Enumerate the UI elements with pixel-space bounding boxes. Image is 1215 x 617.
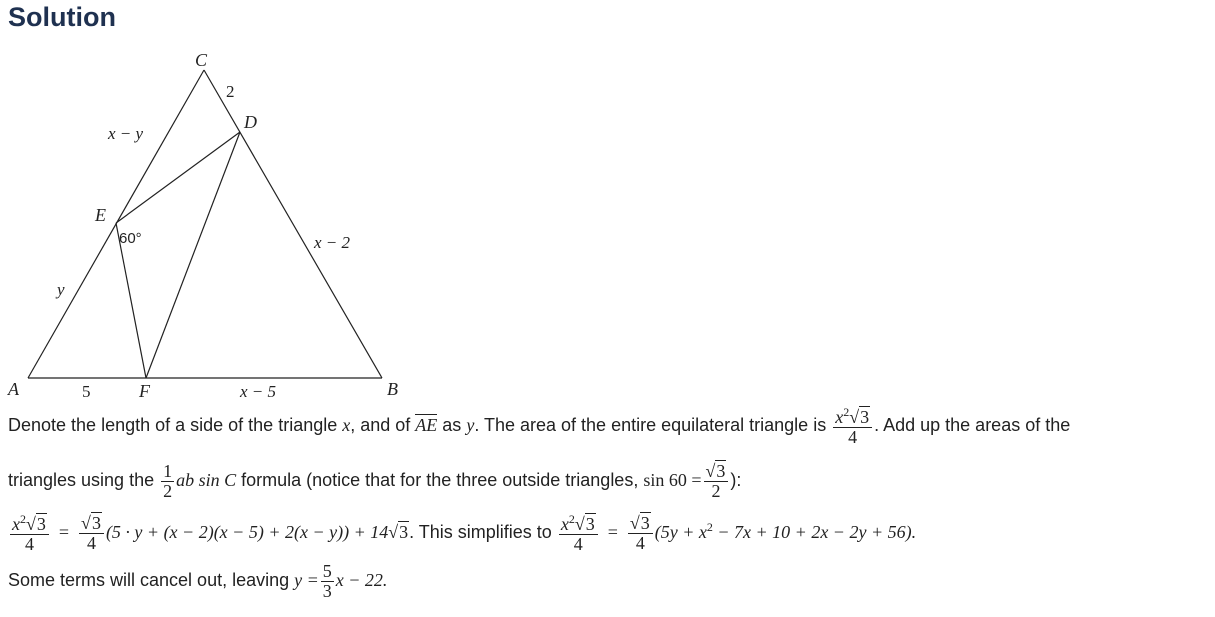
label-af: 5 [82,382,91,401]
segment-df [146,132,240,378]
vertex-b-label: B [387,379,398,399]
denominator: 4 [833,427,872,447]
paragraph-line-1 [8,406,1070,447]
sqrt: √3 [629,513,650,533]
math-x: x [560,514,569,534]
text-run: . Add up the areas of the [874,415,1071,436]
math-x: x [342,415,351,436]
five-thirds-fraction [321,562,334,601]
text-run: ): [730,470,742,491]
radicand: 3 [716,461,726,481]
denominator: 2 [704,481,729,501]
paragraph-line-4 [8,562,387,601]
sqrt: √3 [705,461,726,481]
equals-sign: = [607,522,618,543]
math-final-rhs: x − 22. [335,570,388,591]
radicand: 3 [585,514,595,534]
radicand: 3 [860,407,870,427]
denominator: 3 [322,580,332,601]
math-expression-1: (5 · y + (x − 2)(x − 5) + 2(x − y)) + 14 [105,522,389,543]
text-run: . The area of the entire equilateral triangle is [474,415,832,436]
radicand: 3 [91,513,101,533]
exponent: 2 [20,512,26,526]
segment-ed [116,132,240,223]
solution-heading: Solution [8,2,116,32]
text-run: as [437,415,467,436]
denominator: 2 [163,480,173,501]
math-x: x [835,407,844,427]
vertex-d-label: D [244,112,257,132]
numerator: 1 [163,461,173,481]
text-run: , and of [350,415,416,436]
paragraph-line-3 [8,513,916,554]
math-ab-sin-c: ab sin C [176,470,237,491]
label-ea: y [57,280,65,299]
vertex-e-label: E [95,205,106,225]
sqrt: √3 [849,407,870,427]
denominator: 4 [79,533,104,553]
label-ce: x − y [108,124,144,143]
denominator: 4 [559,534,598,554]
exponent: 2 [843,405,850,419]
text-run: Some terms will cancel out, leaving [8,570,295,591]
side-cb [204,70,382,378]
text-run: formula (notice that for the three outside triangles, [236,470,644,491]
sqrt: √3 [574,514,595,534]
equals-sign: = [58,522,70,543]
radicand: 3 [399,522,409,543]
exponent: 2 [568,512,575,526]
rhs-fraction [79,514,104,553]
angle-label: 60° [119,230,142,247]
math-ae-segment: AE [415,415,438,436]
math-expression-2-rest: − 7x + 10 + 2x − 2y + 56). [712,522,917,543]
paragraph-line-2 [8,462,741,501]
label-cd: 2 [226,82,235,101]
numerator: 5 [322,561,332,581]
denominator: 4 [10,534,49,554]
sqrt: √3 [26,514,46,534]
denominator: 4 [628,533,653,553]
math-sin60: sin 60 = [643,470,702,491]
lhs-fraction-2 [559,513,598,554]
radicand: 3 [36,514,46,534]
sqrt: √3 [388,522,409,543]
vertex-a-label: A [8,379,19,399]
half-fraction [161,462,174,501]
vertex-f-label: F [139,381,150,401]
text-run: Denote the length of a side of the triangle [8,415,343,436]
math-y: y [466,415,475,436]
area-fraction [833,406,872,447]
label-db: x − 2 [314,233,351,252]
rhs-fraction-2 [628,514,653,553]
math-final-lhs: y = [294,570,319,591]
radicand: 3 [640,513,650,533]
text-run: . This simplifies to [409,522,557,543]
sqrt: √3 [81,513,101,533]
label-fb: x − 5 [240,382,277,401]
vertex-c-label: C [195,50,208,70]
math-expression-2: (5y + x [654,522,707,543]
text-run: triangles using the [8,470,160,491]
lhs-fraction [10,513,49,554]
sqrt3-over-2-fraction [704,462,729,501]
triangle-figure [0,40,420,410]
exponent: 2 [706,520,713,535]
math-x: x [12,514,20,534]
